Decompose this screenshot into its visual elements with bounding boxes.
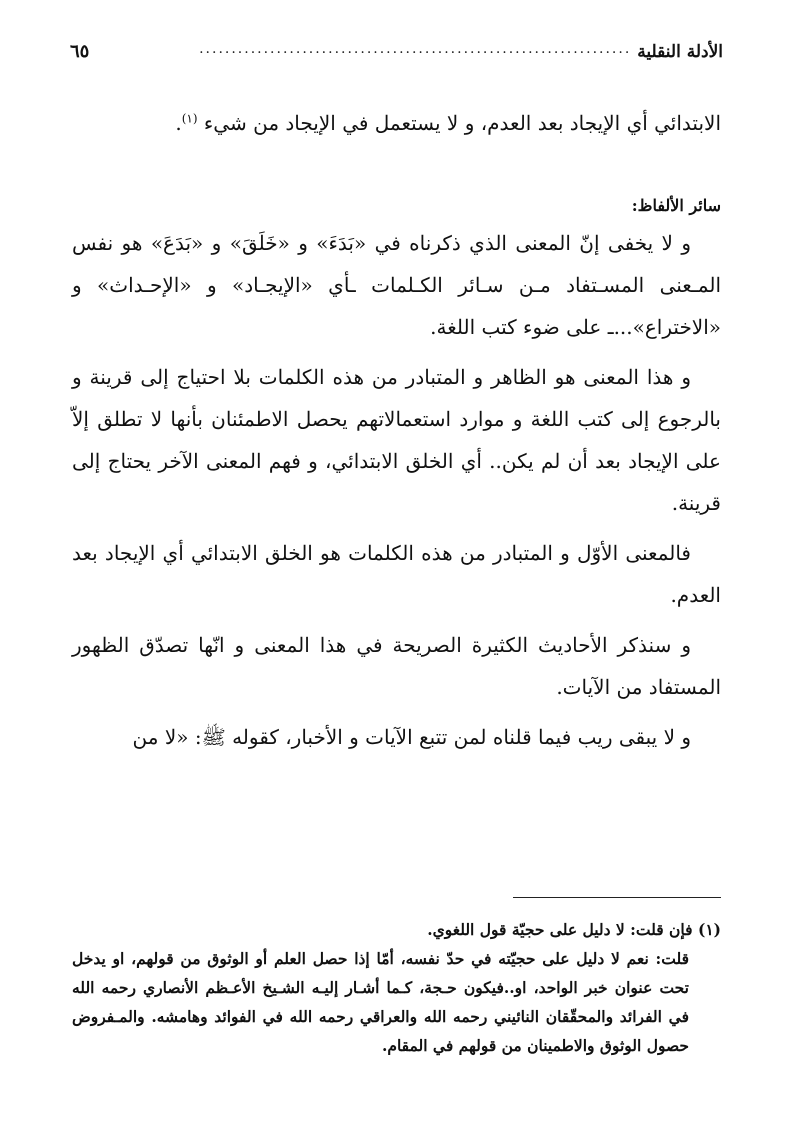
paragraph-1 — [72, 102, 721, 144]
paragraph-1-end: . — [175, 111, 182, 135]
paragraph-4: فالمعنى الأوّل و المتبادر من هذه الكلمات هو الخلق الابتدائي أي الإيجاد بعد العدم. — [72, 541, 721, 607]
paragraph-6: و لا يبقى ريب فيما قلناه لمن تتبع الآيات و الأخبار، كقوله ﷺ: «لا من — [132, 725, 691, 749]
paragraph-3: و هذا المعنى هو الظاهر و المتبادر من هذه الكلمات بلا احتياج إلى قرينة و بالرجوع إلى كتب اللغة و موارد استعمالاتهم يحصل الاطمئنان بأنها لا تطلق إلاّ على الإيجاد بعد أن لم يكن.. أي الخلق الابتدائي، و فهم المعنى الآخر يحتاج إلى قرينة. — [72, 365, 721, 515]
footnote-1-marker: (١) — [697, 920, 721, 939]
paragraph-2: و لا يخفى إنّ المعنى الذي ذكرناه في «بَدَءَ» و «خَلَقَ» و «بَدَعَ» هو نفس المـعنى المسـتفاد مـن سـائر الكـلمات ـأي «الإيجـاد» و «الإحـداث» و «الاختراع»...ـ على ضوء كتب اللغة. — [72, 231, 721, 339]
footnote-1-question — [72, 915, 721, 944]
page-number: ٦٥ — [70, 41, 90, 62]
footnote-1-answer: قلت: نعم لا دليل على حجيّته في حدّ نفسه، أمّا إذا حصل العلم أو الوثوق من قولهم، او يدخل تحت عنوان خبر الواحد، او..فيكون حـجة، كـما أشـار إليـه الشـيخ الأعـظم الأنصاري رحمه الله في الفرائد والمحقّقان النائيني رحمه الله والعراقي رحمه الله في الفوائد وهامشه. والمـفروض حصول الوثوق والاطمينان من قولهم في المقام. — [72, 949, 689, 1055]
page-header — [70, 34, 723, 62]
footnote-1-question-text: فإن قلت: لا دليل على حجيّة قول اللغوي. — [427, 920, 693, 939]
leader-dots: ................................................................... — [199, 41, 632, 57]
paragraph-5: و سنذكر الأحاديث الكثيرة الصريحة في هذا المعنى و انّها تصدّق الظهور المستفاد من الآيات. — [72, 633, 721, 699]
running-title: الأدلة النقلية — [637, 42, 723, 62]
main-text — [72, 102, 721, 758]
footnotes — [72, 915, 721, 1060]
paragraph-1-text: الابتدائي أي الإيجاد بعد العدم، و لا يستعمل في الإيجاد من شيء — [203, 111, 721, 135]
footnote-ref-1[interactable]: (١) — [181, 111, 198, 126]
section-heading: سائر الألفاظ: — [631, 196, 721, 215]
footnote-separator — [513, 897, 721, 898]
